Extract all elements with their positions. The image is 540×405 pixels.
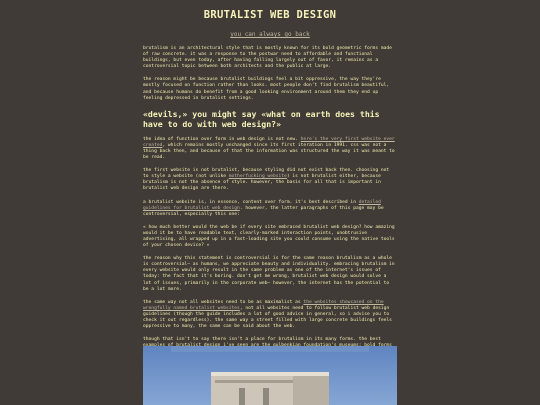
back-link[interactable]: you can always go back — [230, 31, 310, 38]
section-heading: «devils,» you might say «what on earth does this have to do with web design?» — [143, 108, 380, 129]
paragraph-text: a brutalist website is, in essence, content over form. it's best described in — [143, 199, 359, 205]
paragraph-gulbenkian: though that isn't to say there isn't a place for brutalism in its many forms. the best — [143, 337, 381, 343]
paragraph-text: the first website is not brutalist, because styling did not exist back then. choosing not to style a website (not unlike — [143, 168, 390, 180]
paragraph-not-brutalist — [143, 168, 397, 192]
guidelines-link[interactable]: detailed guidelines for brutalist web design — [143, 199, 381, 211]
paragraph-text: ) is not brutalist either, because brutalism is not the absence of style. however, the basis for all that is important in brutalist web design are there. — [143, 174, 381, 192]
paragraph-maximalist — [143, 300, 397, 330]
paragraph-text: the idea of function over form in web design is not new. — [143, 136, 301, 142]
roof-edge — [211, 372, 329, 376]
intro-paragraph-1: brutalism is an architectural style that is mostly known for its bold geometric forms made of raw concrete. it was a response to the postwar need to affordable and functional buildings, but even today, after having falling largely out of favor, it remains as a controversial topic between both architects and the public at large. — [143, 46, 392, 70]
brutalist-websites-link[interactable]: the websites showcased on the wrongfully named brutalist websites — [143, 299, 384, 311]
brutalist-building-photo — [143, 346, 397, 405]
building-illustration — [143, 346, 397, 405]
article-content — [143, 46, 397, 362]
paragraph-text: . however, the latter paragraphs of this page may be controversial, especially this one: — [143, 205, 384, 217]
paragraph-controversial: the reason why this statement is controversial is for the same reason brutalism as a whole is controversial— as humans, we appreciate beauty and individuality. embracing brutalism in every website would only result in the same problem as one of the internet's issues of today: the fact that it's boring. don't get me wrong, brutalist web design would solve a lot of issues, primarily in the corporate web— however, the internet has the potential to be a lot more. — [143, 256, 395, 292]
sky-band — [171, 346, 369, 352]
blockquote: « how much better would the web be if every site embraced brutalist web design? how amazing would it be to have readable text, clearly-marked interaction points, unobtrusive advertising, all wrapped up in a fast-loading site you could consume using the native tools of your chosen device? » — [143, 224, 395, 249]
window-slot — [263, 388, 269, 405]
site-title: BRUTALIST WEB DESIGN — [203, 9, 337, 21]
paragraph-text: , not all websites need to follow brutalist web design guidelines (though the guide includes a lot of good advice in general, so i advise you to check it out regardless). the same way a street filled with large concrete buildings feels oppressive to many, the same can be said about the web. — [143, 305, 392, 330]
paragraph-text: , which remains mostly unchanged since its first iteration in 1991. css was not a thing back then, and because of that the information was structured the way it was meant to be read. — [143, 142, 395, 161]
paragraph-content-over-form — [143, 200, 397, 218]
paragraph-text: the same way not all websites need to be as maximalist as — [143, 299, 304, 305]
site-header — [0, 0, 540, 40]
window-slot — [239, 388, 245, 405]
paragraph-first-website — [143, 137, 397, 161]
shadowed-wall — [293, 376, 329, 405]
motherfucking-website-link[interactable]: motherfucking website — [228, 174, 287, 180]
first-website-link[interactable]: here's the very first website ever created — [143, 136, 395, 148]
intro-paragraph-2: the reason might be because brutalist buildings feel a bit oppressive, the way they're mostly focused on function rather than looks. most people don't find brutalism beautiful, and because humans do benefit from a good looking environment around them they end up feeling depressed in brutalist settings. — [143, 77, 390, 101]
